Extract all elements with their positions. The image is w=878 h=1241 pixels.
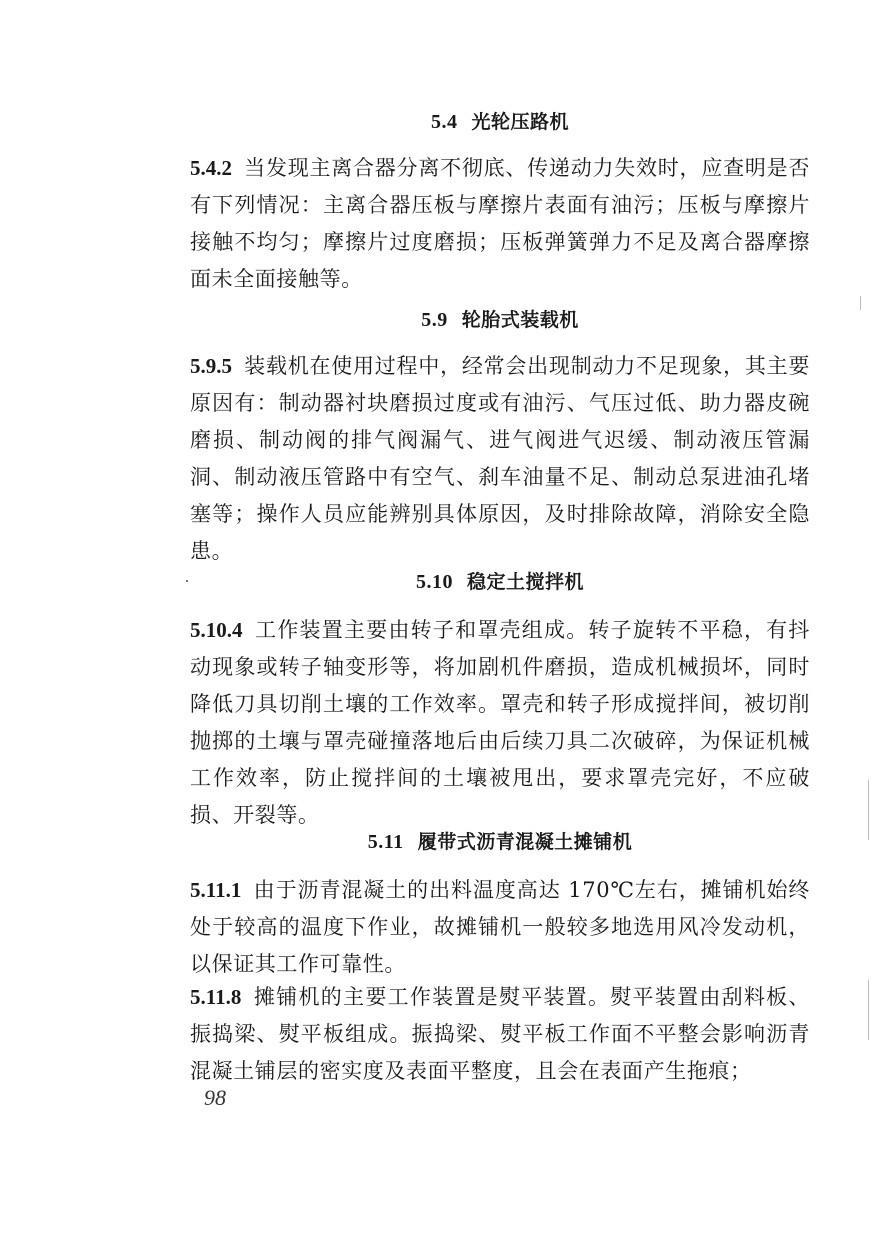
- section-title: 光轮压路机: [471, 111, 569, 133]
- clause-text: 摊铺机的主要工作装置是熨平装置。熨平装置由刮料板、振捣梁、熨平板组成。振捣梁、熨平板工作面不平整会影响沥青混凝土铺层的密实度及表面平整度，且会在表面产生拖痕；: [190, 985, 810, 1083]
- clause-text: 工作装置主要由转子和罩壳组成。转子旋转不平稳，有抖动现象或转子轴变形等，将加剧机件磨损，造成机械损坏，同时降低刀具切削土壤的工作效率。罩壳和转子形成搅拌间，被切削抛掷的土壤与罩壳碰撞落地后由后续刀具二次破碎，为保证机械工作效率，防止搅拌间的土壤被甩出，要求罩壳完好，不应破损、开裂等。: [190, 618, 810, 827]
- section-title: 轮胎式装载机: [461, 309, 579, 331]
- section-heading-5-4: [190, 109, 810, 135]
- section-number: 5.4: [430, 111, 458, 133]
- clause-number: 5.9.5: [190, 354, 232, 378]
- scan-mark: [860, 296, 861, 310]
- section-number: 5.9: [421, 309, 448, 331]
- clause-number: 5.10.4: [190, 618, 243, 642]
- section-number: 5.11: [367, 831, 404, 853]
- clause-5-10-4: [190, 612, 810, 834]
- section-heading-5-11: [190, 829, 810, 855]
- scan-dot: [186, 580, 188, 582]
- scan-mark: [868, 780, 869, 840]
- section-heading-5-10: [190, 569, 810, 595]
- page-number: 98: [204, 1085, 226, 1110]
- section-number: 5.10: [415, 571, 453, 593]
- section-title: 稳定土搅拌机: [466, 571, 584, 593]
- clause-5-4-2: [190, 150, 810, 298]
- clause-5-11-8: [190, 979, 810, 1090]
- clause-text: 当发现主离合器分离不彻底、传递动力失效时，应查明是否有下列情况：主离合器压板与摩擦片表面有油污；压板与摩擦片接触不均匀；摩擦片过度磨损；压板弹簧弹力不足及离合器摩擦面未全面接触等。: [190, 156, 810, 291]
- clause-text: 由于沥青混凝土的出料温度高达 170℃左右，摊铺机始终处于较高的温度下作业，故摊铺机一般较多地选用风冷发动机，以保证其工作可靠性。: [190, 878, 810, 976]
- clause-number: 5.4.2: [190, 156, 232, 180]
- clause-number: 5.11.1: [190, 878, 242, 902]
- clause-5-11-1: [190, 872, 810, 983]
- section-title: 履带式沥青混凝土摊铺机: [417, 831, 633, 853]
- clause-5-9-5: [190, 348, 810, 570]
- scan-mark: [868, 980, 869, 1040]
- clause-number: 5.11.8: [190, 985, 242, 1009]
- section-heading-5-9: [190, 307, 810, 333]
- clause-text: 装载机在使用过程中，经常会出现制动力不足现象，其主要原因有：制动器衬块磨损过度或有油污、气压过低、助力器皮碗磨损、制动阀的排气阀漏气、进气阀进气迟缓、制动液压管漏洞、制动液压管路中有空气、刹车油量不足、制动总泵进油孔堵塞等；操作人员应能辨别具体原因，及时排除故障，消除安全隐患。: [190, 354, 810, 563]
